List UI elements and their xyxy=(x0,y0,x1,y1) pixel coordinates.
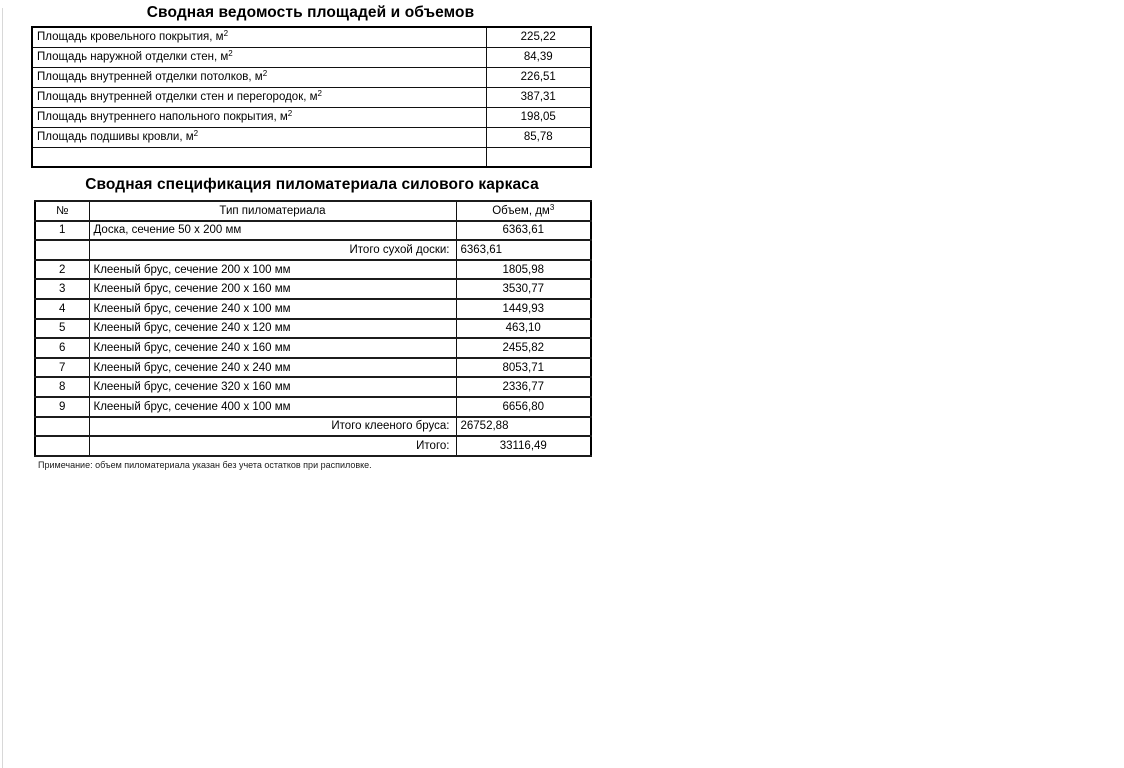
table-row xyxy=(32,27,591,47)
row-label-sup: 2 xyxy=(262,69,268,78)
subtotal-value: 6363,61 xyxy=(456,240,591,260)
row-value: 225,22 xyxy=(486,27,591,47)
header-row xyxy=(35,201,591,221)
row-label: Площадь кровельного покрытия, м xyxy=(37,31,224,44)
row-value: 84,39 xyxy=(486,47,591,67)
subtotal-label: Итого клееного бруса: xyxy=(89,417,456,437)
total-label: Итого: xyxy=(89,436,456,456)
table-row xyxy=(32,87,591,107)
table-row xyxy=(32,107,591,127)
areas-table xyxy=(31,26,592,168)
row-type: Доска, сечение 50 х 200 мм xyxy=(89,221,456,241)
table-row xyxy=(32,67,591,87)
row-value: 8053,71 xyxy=(456,358,591,378)
row-label: Площадь внутренней отделки потолков, м xyxy=(37,71,263,83)
table-row xyxy=(32,47,591,67)
row-label: Площадь наружной отделки стен, м xyxy=(37,51,229,63)
total-row xyxy=(35,436,591,456)
row-type: Клееный брус, сечение 240 х 100 мм xyxy=(89,299,456,319)
row-num: 9 xyxy=(35,397,89,417)
page-edge-line xyxy=(2,8,3,768)
row-type: Клееный брус, сечение 200 х 160 мм xyxy=(89,279,456,299)
row-value: 463,10 xyxy=(456,319,591,339)
subtotal-row xyxy=(35,417,591,437)
row-value xyxy=(486,147,591,167)
row-num: 1 xyxy=(35,221,89,241)
table-row xyxy=(35,397,591,417)
row-type: Клееный брус, сечение 240 х 240 мм xyxy=(89,358,456,378)
row-num: 2 xyxy=(35,260,89,280)
lumber-table-title: Сводная спецификация пиломатериала силового каркаса xyxy=(85,176,539,193)
row-num: 7 xyxy=(35,358,89,378)
row-type: Клееный брус, сечение 400 х 100 мм xyxy=(89,397,456,417)
row-num: 3 xyxy=(35,279,89,299)
row-value: 2336,77 xyxy=(456,377,591,397)
table-row xyxy=(35,299,591,319)
row-num: 4 xyxy=(35,299,89,319)
table-row xyxy=(35,377,591,397)
total-value: 33116,49 xyxy=(456,436,591,456)
row-type: Клееный брус, сечение 240 х 120 мм xyxy=(89,319,456,339)
row-value: 226,51 xyxy=(486,67,591,87)
subtotal-label: Итого сухой доски: xyxy=(89,240,456,260)
row-value: 2455,82 xyxy=(456,338,591,358)
table-row xyxy=(35,358,591,378)
row-value: 3530,77 xyxy=(456,279,591,299)
row-value: 85,78 xyxy=(486,127,591,147)
subtotal-row xyxy=(35,240,591,260)
header-type: Тип пиломатериала xyxy=(89,201,456,221)
row-value: 6656,80 xyxy=(456,397,591,417)
row-label: Площадь внутреннего напольного покрытия, м xyxy=(37,111,288,123)
row-num: 8 xyxy=(35,377,89,397)
row-type: Клееный брус, сечение 240 х 160 мм xyxy=(89,338,456,358)
areas-table-title: Сводная ведомость площадей и объемов xyxy=(146,4,475,21)
row-num: 5 xyxy=(35,319,89,339)
row-value: 6363,61 xyxy=(456,221,591,241)
header-num: № xyxy=(35,201,89,221)
subtotal-value: 26752,88 xyxy=(456,417,591,437)
table-row xyxy=(35,319,591,339)
header-volume: Объем, дм xyxy=(492,204,550,217)
table-row xyxy=(35,279,591,299)
row-value: 387,31 xyxy=(486,87,591,107)
lumber-table xyxy=(34,200,592,457)
row-type: Клееный брус, сечение 200 х 100 мм xyxy=(89,260,456,280)
row-label-sup: 2 xyxy=(193,129,199,138)
row-label-sup: 2 xyxy=(317,89,322,98)
table-row xyxy=(35,260,591,280)
table-row xyxy=(32,127,591,147)
table-row-empty xyxy=(32,147,591,167)
row-label-sup: 2 xyxy=(287,109,293,118)
row-num: 6 xyxy=(35,338,89,358)
row-label: Площадь подшивы кровли, м xyxy=(37,131,194,143)
row-value: 1805,98 xyxy=(456,260,591,280)
row-label-sup: 2 xyxy=(223,29,229,39)
row-label: Площадь внутренней отделки стен и перегородок, м xyxy=(37,91,318,103)
table-row xyxy=(35,221,591,241)
row-value: 1449,93 xyxy=(456,299,591,319)
table-row xyxy=(35,338,591,358)
row-label-sup: 2 xyxy=(228,49,233,58)
header-volume-sup: 3 xyxy=(549,202,555,212)
row-value: 198,05 xyxy=(486,107,591,127)
footnote: Примечание: объем пиломатериала указан без учета остатков при распиловке. xyxy=(38,460,372,470)
row-type: Клееный брус, сечение 320 х 160 мм xyxy=(89,377,456,397)
